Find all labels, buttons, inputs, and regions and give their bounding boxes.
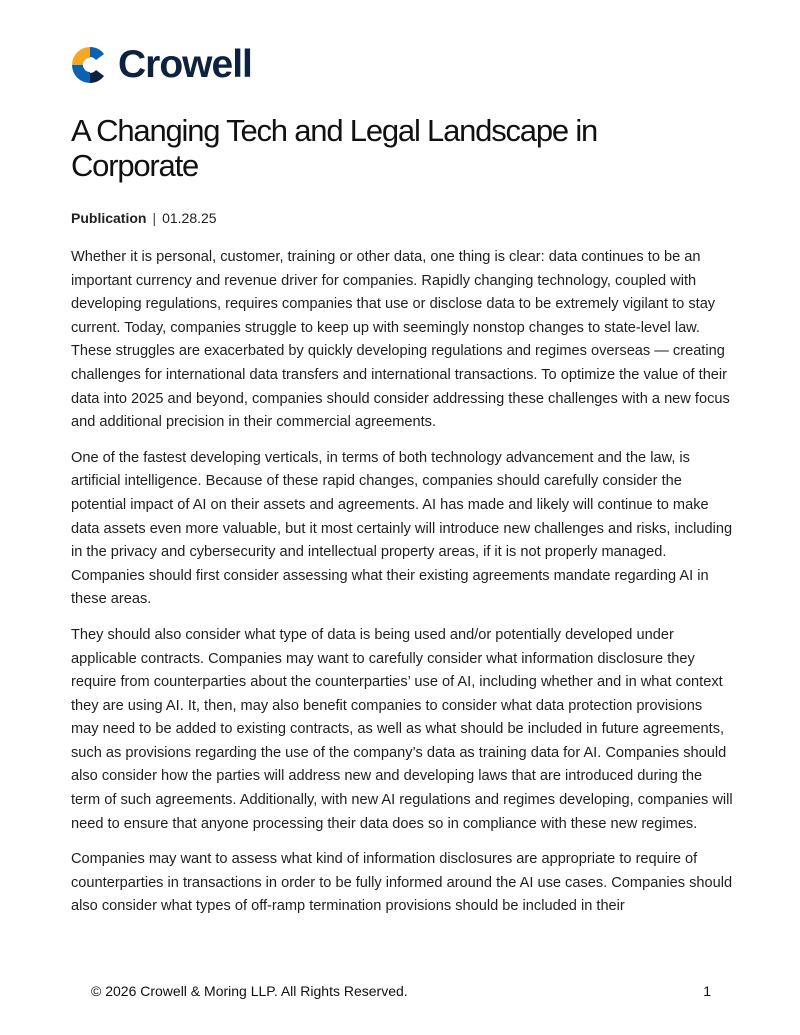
paragraph: They should also consider what type of data is being used and/or potentially developed under applicable contracts. Companies may want to carefully consider what information disclosure they require from counterparties about the counterparties’ use of AI, including whether and in what context they are using AI. It, then, may also benefit companies to consider what data protection provisions may need to be added to existing contracts, as well as what should be included in future agreements, such as provisions regarding the use of the company’s data as training data for AI. Companies should also consider how the parties will address new and developing laws that are introduced during the term of such agreements. Additionally, with new AI regulations and regimes developing, companies will need to ensure that anyone processing their data does so in compliance with these new regimes.: [71, 626, 733, 832]
meta-separator: |: [152, 210, 157, 226]
publication-type: Publication: [71, 210, 147, 226]
copyright-notice: © 2026 Crowell & Moring LLP. All Rights Reserved.: [91, 983, 408, 999]
publication-date: 01.28.25: [162, 210, 217, 226]
page-title: A Changing Tech and Legal Landscape in Corporate: [71, 113, 598, 183]
paragraph: Companies may want to assess what kind of information disclosures are appropriate to require of counterparties in transactions in order to be fully informed around the AI use cases. Companies should also consider what types of off-ramp termination provisions should be included in their: [71, 851, 733, 915]
logo-wordmark: Crowell: [118, 43, 252, 86]
article-body: [71, 246, 733, 931]
crowell-logo: [71, 43, 252, 86]
paragraph: One of the fastest developing verticals, in terms of both technology advancement and the law, is artificial intelligence. Because of these rapid changes, companies should carefully consider the potential impact of AI on their assets and agreements. AI has made and likely will continue to make data assets even more valuable, but it most certainly will introduce new challenges and risks, including in the privacy and cybersecurity and intellectual property areas, if it is not properly managed. Companies should first consider assessing what their existing agreements mandate regarding AI in these areas.: [71, 449, 733, 608]
page-number: 1: [703, 983, 711, 999]
paragraph: Whether it is personal, customer, training or other data, one thing is clear: data continues to be an important currency and revenue driver for companies. Rapidly changing technology, coupled with developing regulations, requires companies that use or disclose data to be extremely vigilant to stay current. Today, companies struggle to keep up with seemingly nonstop changes to state-level law. These struggles are exacerbated by quickly developing regulations and regimes overseas — creating challenges for international data transfers and international transactions. To optimize the value of their data into 2025 and beyond, companies should consider addressing these challenges with a new focus and additional precision in their commercial agreements.: [71, 249, 730, 431]
publication-meta: [71, 208, 217, 228]
crowell-logo-mark-icon: [71, 46, 109, 84]
page-footer: [91, 983, 711, 999]
